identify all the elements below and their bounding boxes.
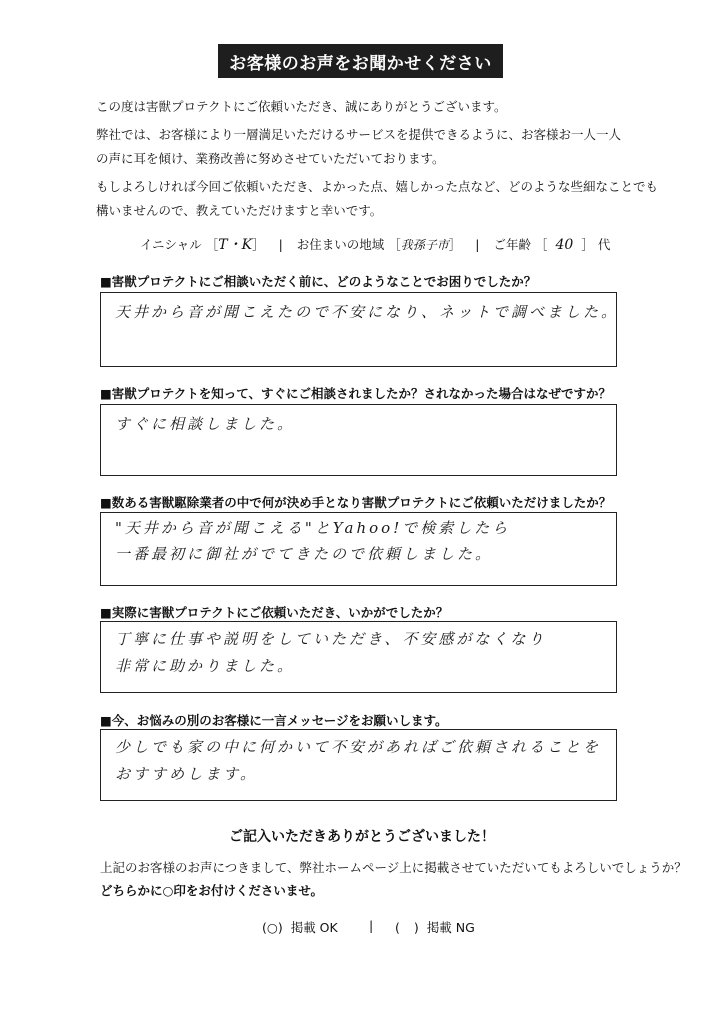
age-suffix: 代 xyxy=(597,237,611,252)
answer-box-2 xyxy=(100,404,617,476)
answer-box-5 xyxy=(100,729,617,801)
intro-line-5: 構いませんので、教えていただけますと幸いです。 xyxy=(96,203,383,218)
answer-5-line-1: 少しでも家の中に何かいて不安があればご依頼されることを xyxy=(115,738,602,756)
page-title: お客様のお声をお聞かせください xyxy=(218,44,503,78)
age-value: 40 xyxy=(555,237,574,253)
intro-line-2: 弊社では、お客様により一層満足いただけるサービスを提供できるように、お客様お一人一人 xyxy=(96,127,622,142)
answer-box-4 xyxy=(100,621,617,693)
answer-4-line-2: 非常に助かりました。 xyxy=(115,657,296,675)
answer-3-line-1: "天井から音が聞こえる"とYahoo!で検索したら xyxy=(115,519,511,537)
intro-line-1: この度は害獣プロテクトにご依頼いただき、誠にありがとうございます。 xyxy=(96,99,507,114)
publish-ok-option[interactable]: (○) 掲載 OK xyxy=(262,920,338,935)
thanks-message: ご記入いただきありがとうございました！ xyxy=(229,829,495,845)
answer-2-line-1: すぐに相談しました。 xyxy=(115,415,296,433)
answer-box-1 xyxy=(100,292,620,367)
publish-ok-label: 掲載 OK xyxy=(290,920,338,935)
publish-instruction: どちらかに○印をお付けくださいませ。 xyxy=(100,883,324,898)
publish-ng-option[interactable]: ( ) 掲載 NG xyxy=(395,920,475,935)
age-label: ご年齢 xyxy=(493,237,532,252)
intro-line-3: の声に耳を傾け、業務改善に努めさせていただいております。 xyxy=(96,151,445,166)
publish-ng-label: 掲載 NG xyxy=(426,920,475,935)
option-separator: | xyxy=(369,918,374,933)
initial-label: イニシャル xyxy=(140,237,202,252)
answer-4-line-1: 丁寧に仕事や説明をしていただき、不安感がなくなり xyxy=(115,630,547,648)
question-1: ■害獣プロテクトにご相談いただく前に、どのようなことでお困りでしたか？ xyxy=(100,274,537,289)
answer-3-line-2: 一番最初に御社がでてきたので依頼しました。 xyxy=(115,545,494,563)
question-3: ■数ある害獣駆除業者の中で何が決め手となり害獣プロテクトにご依頼いただけましたか？ xyxy=(100,495,612,510)
question-2: ■害獣プロテクトを知って、すぐにご相談されましたか？されなかった場合はなぜですか？ xyxy=(100,386,612,401)
address-label: お住まいの地域 xyxy=(296,237,385,252)
initial-value: T・K xyxy=(218,237,253,253)
answer-5-line-2: おすすめします。 xyxy=(115,765,258,783)
intro-line-4: もしよろしければ今回ご依頼いただき、よかった点、嬉しかった点など、どのような些細なことでも xyxy=(96,179,659,194)
ok-circle-mark: ○ xyxy=(266,920,278,935)
answer-1-line-1: 天井から音が聞こえたので不安になり、ネットで調べました。 xyxy=(115,303,620,321)
question-5: ■今、お悩みの別のお客様に一言メッセージをお願いします。 xyxy=(100,713,448,728)
question-4: ■実際に害獣プロテクトにご依頼いただき、いかがでしたか？ xyxy=(100,605,449,620)
respondent-info: イニシャル ［T・K］ | お住まいの地域 ［我孫子市］ | ご年齢 ［ 40 ］ 代 xyxy=(140,237,611,253)
answer-box-3 xyxy=(100,512,617,586)
address-value: 我孫子市 xyxy=(400,238,449,252)
publish-consent-note: 上記のお客様のお声につきまして、弊社ホームページ上に掲載させていただいてもよろしいでしょうか？ xyxy=(100,860,687,875)
